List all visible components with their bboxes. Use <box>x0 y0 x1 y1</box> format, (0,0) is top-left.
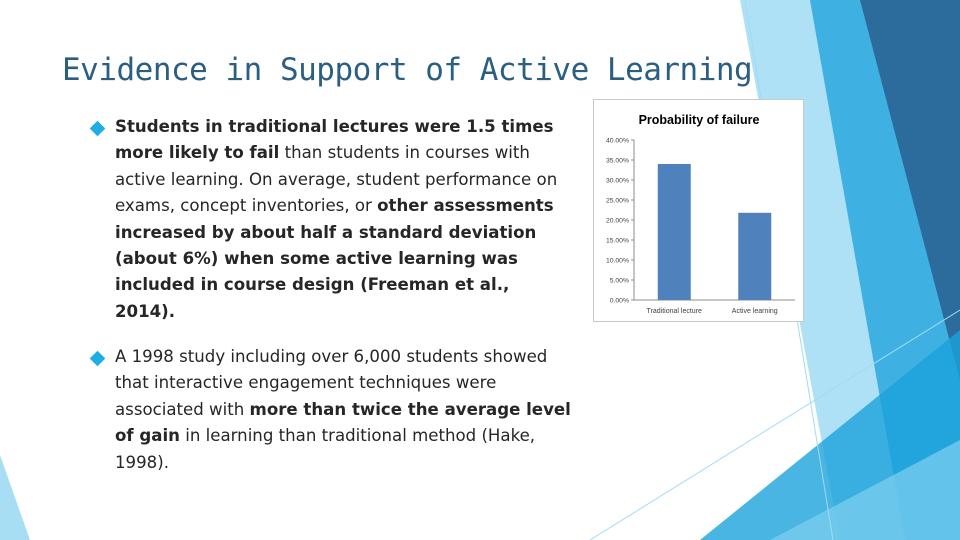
y-tick-label: 20.00% <box>605 217 629 225</box>
y-tick-label: 25.00% <box>605 197 629 205</box>
x-tick-label: Traditional lecture <box>646 308 702 315</box>
decor-corner-left <box>0 455 30 540</box>
chart-canvas <box>594 100 803 321</box>
y-tick-label: 35.00% <box>605 157 629 165</box>
bar-traditional-lecture <box>658 164 691 300</box>
diamond-bullet-icon <box>90 351 106 367</box>
bullet-item-hake <box>92 344 572 476</box>
bullet-segment: other assessments increased by about half a standard deviation (about 6%) when some active learning was included in course design (Freeman et al., 2014). <box>115 196 554 321</box>
failure-probability-chart <box>593 99 804 322</box>
bullet-segment: A 1998 study including over 6,000 students showed that interactive engagement techniques were associated with <box>115 347 548 419</box>
x-tick-label: Active learning <box>731 308 778 315</box>
diamond-bullet-icon <box>90 121 106 137</box>
y-tick-label: 30.00% <box>605 177 629 185</box>
bullet-text <box>115 344 572 476</box>
bullet-text <box>115 114 572 325</box>
bullet-segment: more than twice the average level of gain <box>115 399 571 446</box>
chart-bars <box>658 164 772 300</box>
page-title: Evidence in Support of Active Learning <box>62 52 753 88</box>
y-tick-label: 0.00% <box>609 297 629 305</box>
bullet-item-freeman <box>92 114 572 325</box>
bar-active-learning <box>738 213 771 300</box>
chart-title: Probability of failure <box>638 113 760 127</box>
y-tick-label: 5.00% <box>609 277 629 285</box>
bullet-segment: in learning than traditional method (Hake, 1998). <box>115 426 536 472</box>
bullet-segment: than students in courses with active learning. On average, student performance on exams, concept inventories, or <box>115 143 558 216</box>
y-tick-label: 10.00% <box>605 257 629 265</box>
y-tick-label: 15.00% <box>605 237 629 245</box>
bullet-segment: Students in traditional lectures were 1.5 times more likely to fail <box>115 117 554 163</box>
y-tick-label: 40.00% <box>605 137 629 145</box>
